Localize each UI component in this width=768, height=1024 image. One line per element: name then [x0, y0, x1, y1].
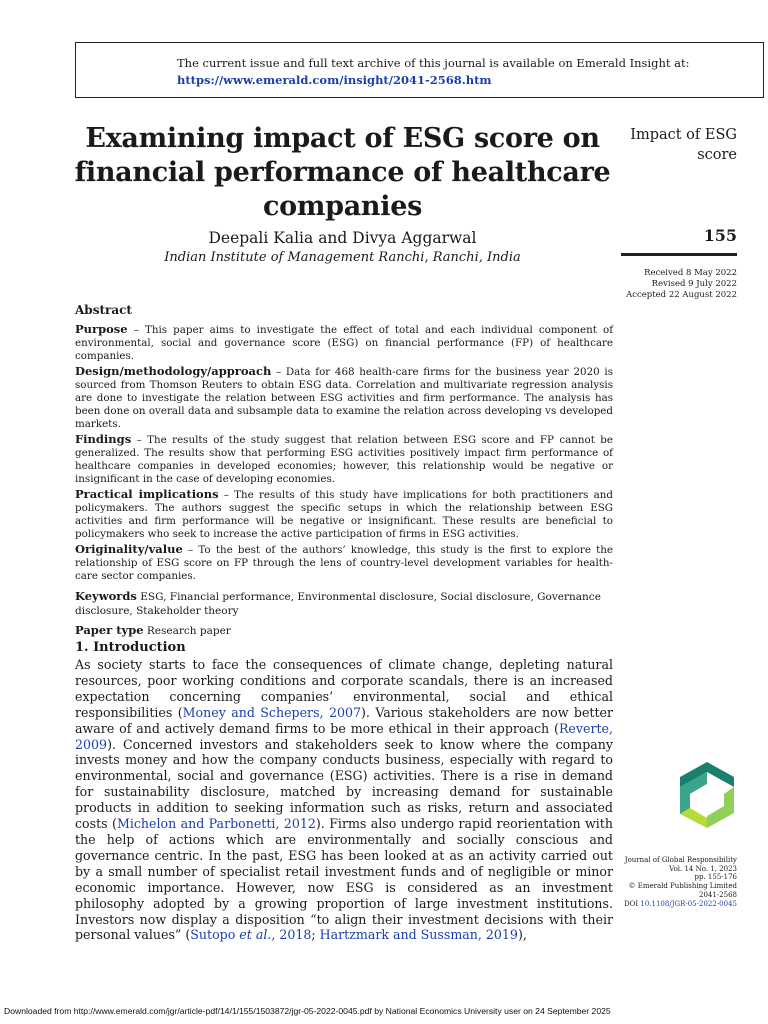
emerald-logo-icon	[676, 760, 738, 830]
journal-publisher: © Emerald Publishing Limited	[628, 882, 737, 891]
intro-text-5: ;	[311, 927, 320, 943]
archive-link[interactable]: https://www.emerald.com/insight/2041-2568.htm	[177, 73, 492, 87]
author-joiner: and	[318, 229, 348, 247]
keywords	[75, 589, 613, 618]
journal-doi-line	[610, 900, 737, 909]
paper-type-text: Research paper	[146, 625, 231, 637]
purpose-text: This paper aims to investigate the effect of total and each individual component of environmental, social and governance score (ESG) on financial performance (FP) of healthcare companies.	[75, 324, 614, 362]
citation-sutopo-author: Sutopo	[190, 927, 240, 943]
practical-label: Practical implications	[75, 487, 219, 501]
findings-text: The results of the study suggest that relation between ESG score and FP cannot be generalized. The results show that performing ESG activities positively impact firm performance of healthcare companies in developed economies; however, this relationship would be negative or insignificant in the case of developing economies.	[75, 434, 613, 485]
revised-date: Revised 9 July 2022	[651, 279, 737, 289]
running-title: Impact of ESG score	[630, 127, 737, 163]
paper-type-label: Paper type	[75, 623, 144, 637]
archive-notice	[177, 55, 757, 89]
design-text: Data for 468 health-care firms for the business year 2020 is sourced from Thomson Reuters to obtain ESG data. Correlation and multivariate regression analysis are done to investigate the relation between ESG activities and firm performance. The analysis has been done on overall data and subsample data to examine the relation across developing vs developed markets.	[75, 366, 613, 430]
citation-sutopo[interactable]	[190, 927, 311, 942]
design-label: Design/methodology/approach	[75, 364, 272, 378]
keywords-label: Keywords	[75, 589, 137, 603]
archive-notice-text: The current issue and full text archive of this journal is available on Emerald Insight at:	[177, 56, 690, 70]
received-date: Received 8 May 2022	[644, 268, 737, 278]
journal-issn: 2041-2568	[699, 890, 737, 899]
page-number: 155	[703, 226, 737, 245]
abstract-originality: Originality/value – To the best of the authors’ knowledge, this study is the first to explore the relationship of ESG score on FP through the lens of country-level development variables for health-care sector companies.	[75, 542, 613, 582]
article-title: Examining impact of ESG score on financial performance of healthcare companies	[74, 123, 611, 222]
intro-text-1: As society starts to face the consequences of climate change, depleting natural resources, poor working conditions and corporate scandals, there is an increased expectation concerning companies’ environmental, social and ethical responsibilities (	[75, 657, 613, 720]
journal-pages: pp. 155-176	[694, 873, 737, 882]
doi-label: DOI	[624, 899, 639, 908]
history-dates	[600, 268, 737, 301]
practical-text: The results of this study have implications for both practitioners and policymakers. The authors suggest the specific setups in which the relationship between ESG activities and firm performance will be negative or insignificant. These results are beneficial to policymakers who seek to increase the active participation of firms in ESG activities.	[75, 489, 613, 540]
intro-text-3: ). Concerned investors and stakeholders seek to know where the company invests money and how the company conducts business, especially with regard to environmental, social and governance (ESG) activities. There is a rise in demand for sustainability disclosure, matched by increasing demand for sustainable products in addition to seeking information such as risks, return and associated costs (	[75, 736, 613, 832]
citation-michelon-parbonetti[interactable]: Michelon and Parbonetti, 2012	[116, 816, 316, 832]
findings-label: Findings	[75, 432, 132, 446]
paper-type	[75, 624, 613, 638]
intro-text-2: ). Various stakeholders are now better aware of and actively demand firms to be more ethical in their approach (	[75, 704, 614, 736]
author-2[interactable]: Divya Aggarwal	[352, 229, 477, 247]
intro-heading: 1. Introduction	[75, 640, 186, 655]
abstract-findings: Findings – The results of the study suggest that relation between ESG score and FP cannot be generalized. The results show that performing ESG activities positively impact firm performance of healthcare companies in developed economies; however, this relationship would be negative or insignificant in the case of developing economies.	[75, 432, 613, 485]
purpose-label: Purpose	[75, 322, 128, 336]
author-1[interactable]: Deepali Kalia	[208, 229, 314, 247]
journal-name: Journal of Global Responsibility	[624, 856, 737, 864]
intro-text-4: ). Firms also undergo rapid reorientation with the help of actions which are environmentally and socially conscious and governance centric. In the past, ESG has been looked at as an activity carried out by a small number of specialist retail investment funds and of negligible or minor economic importance. However, now ESG is considered as an investment philosophy adopted by a growing proportion of large investment institutions. Investors now display a disposition “to align their investment decisions with their personal values” (	[75, 816, 613, 943]
citation-sutopo-year: , 2018	[271, 927, 312, 943]
accepted-date: Accepted 22 August 2022	[626, 290, 737, 300]
abstract-practical: Practical implications – The results of this study have implications for both practitioners and policymakers. The authors suggest the specific setups in which the relationship between ESG activities and firm performance will be negative or insignificant. These results are beneficial to policymakers who seek to increase the active participation of firms in ESG activities.	[75, 487, 613, 540]
citation-money-schepers[interactable]: Money and Schepers, 2007	[182, 704, 362, 720]
citation-reverte[interactable]: Reverte, 2009	[75, 720, 613, 752]
intro-paragraph	[75, 657, 613, 943]
authors-line	[70, 229, 615, 247]
intro-text-6: ),	[517, 927, 527, 943]
originality-label: Originality/value	[75, 542, 183, 556]
affiliation: Indian Institute of Management Ranchi, Ranchi, India	[164, 250, 521, 265]
citation-hartzmark-sussman[interactable]: Hartzmark and Sussman, 2019	[319, 927, 518, 943]
keywords-text: ESG, Financial performance, Environmental disclosure, Social disclosure, Governance disclosure, Stakeholder theory	[75, 591, 601, 617]
journal-info	[610, 856, 737, 908]
side-rule	[621, 253, 737, 256]
abstract-design: Design/methodology/approach – Data for 468 health-care firms for the business year 2020 is sourced from Thomson Reuters to obtain ESG data. Correlation and multivariate regression analysis are done to investigate the relation between ESG activities and firm performance. The analysis has been done on overall data and subsample data to examine the relation across developing vs developed markets.	[75, 364, 613, 430]
abstract-purpose: Purpose – This paper aims to investigate the effect of total and each individual component of environmental, social and governance score (ESG) on financial performance (FP) of healthcare companies.	[75, 322, 614, 362]
abstract-heading: Abstract	[75, 303, 132, 317]
doi-link[interactable]: 10.1108/JGR-05-2022-0045	[640, 899, 737, 908]
citation-sutopo-etal: et al.	[239, 927, 272, 943]
originality-text: To the best of the authors’ knowledge, this study is the first to explore the relationship of ESG score on FP through the lens of country-level development variables for health-care sector companies.	[75, 544, 613, 582]
journal-volume: Vol. 14 No. 1, 2023	[669, 864, 737, 873]
download-footer: Downloaded from http://www.emerald.com/jgr/article-pdf/14/1/155/1503872/jgr-05-2022-0045.pdf by National Economics University user on 24 September 2025	[4, 1006, 611, 1016]
abstract	[75, 304, 613, 638]
